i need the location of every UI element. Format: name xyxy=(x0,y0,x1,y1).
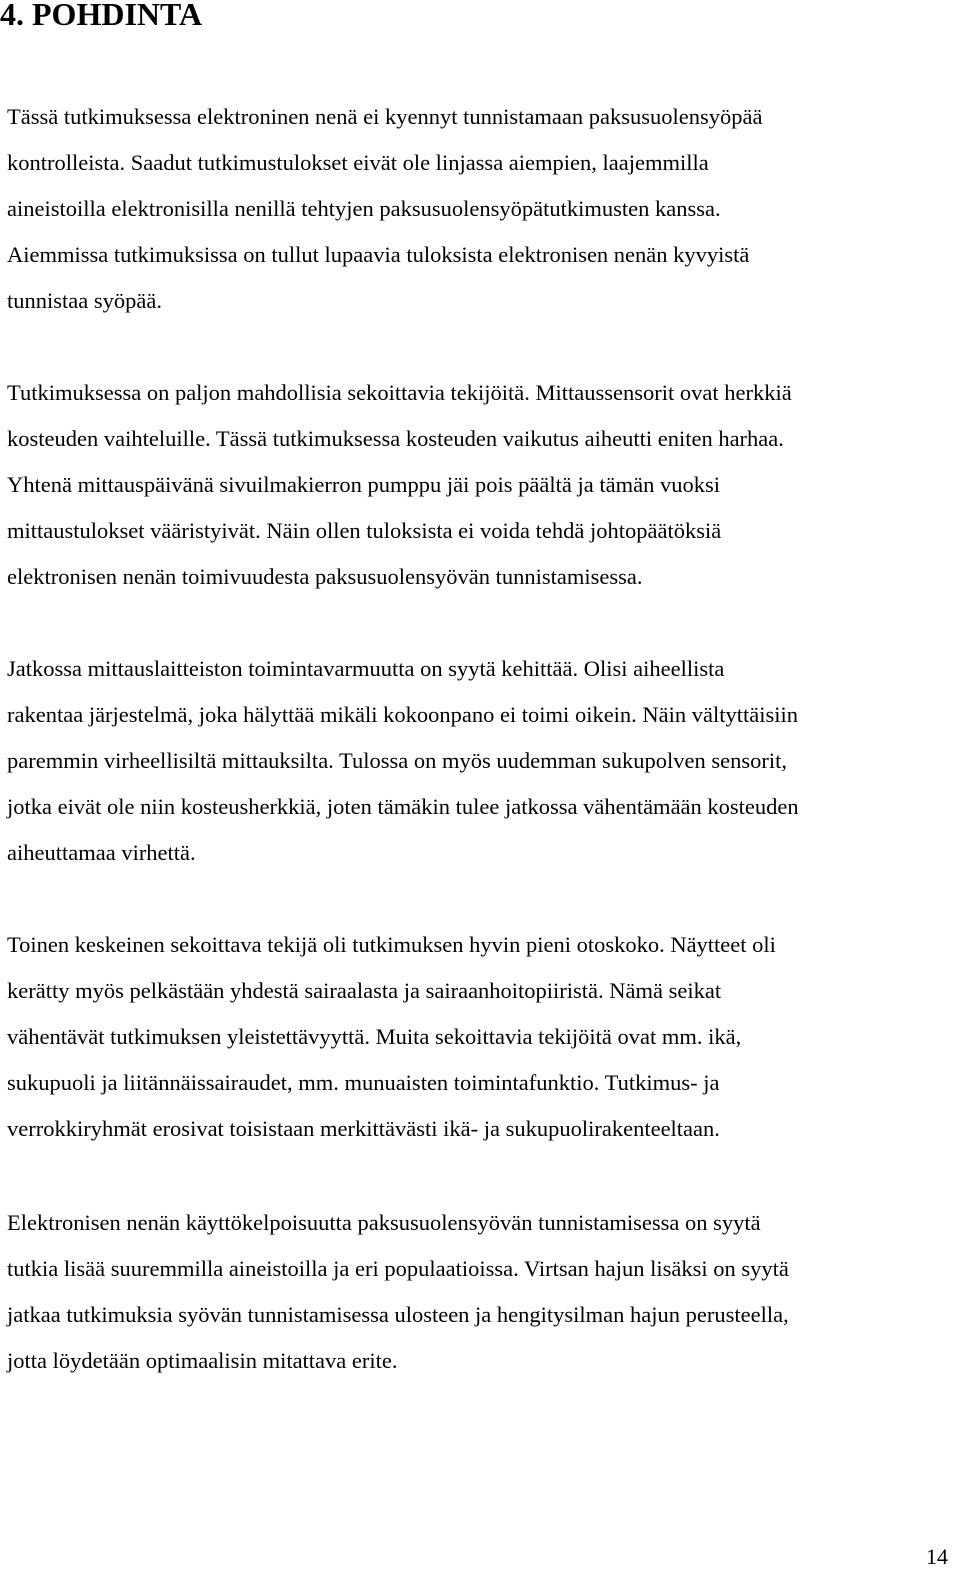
text-line: elektronisen nenän toimivuudesta paksusuolensyövän tunnistamisessa. xyxy=(7,564,643,589)
text-line: vähentävät tutkimuksen yleistettävyyttä. Muita sekoittavia tekijöitä ovat mm. ikä, xyxy=(7,1024,742,1049)
text-line: tunnistaa syöpää. xyxy=(7,288,162,313)
text-line: jatkaa tutkimuksia syövän tunnistamisessa ulosteen ja hengitysilman hajun perusteella, xyxy=(7,1302,789,1327)
text-line: Tutkimuksessa on paljon mahdollisia sekoittavia tekijöitä. Mittaussensorit ovat herkkiä xyxy=(7,380,792,405)
text-line: mittaustulokset vääristyivät. Näin ollen tuloksista ei voida tehdä johtopäätöksiä xyxy=(7,518,722,543)
text-line: kerätty myös pelkästään yhdestä sairaalasta ja sairaanhoitopiiristä. Nämä seikat xyxy=(7,978,722,1003)
text-line: Elektronisen nenän käyttökelpoisuutta paksusuolensyövän tunnistamisessa on syytä xyxy=(7,1210,761,1235)
text-line: jotka eivät ole niin kosteusherkkiä, joten tämäkin tulee jatkossa vähentämään kosteuden xyxy=(7,794,799,819)
text-line: sukupuoli ja liitännäissairaudet, mm. munuaisten toimintafunktio. Tutkimus- ja xyxy=(7,1070,720,1095)
text-line: kontrolleista. Saadut tutkimustulokset eivät ole linjassa aiempien, laajemmilla xyxy=(7,150,709,175)
text-line: Jatkossa mittauslaitteiston toimintavarmuutta on syytä kehittää. Olisi aiheellista xyxy=(7,656,725,681)
text-line: Toinen keskeinen sekoittava tekijä oli tutkimuksen hyvin pieni otoskoko. Näytteet oli xyxy=(7,932,776,957)
page-number: 14 xyxy=(926,1544,948,1569)
text-line: paremmin virheellisiltä mittauksilta. Tulossa on myös uudemman sukupolven sensorit, xyxy=(7,748,787,773)
section-heading: 4. POHDINTA xyxy=(0,0,203,32)
text-line: Aiemmissa tutkimuksissa on tullut lupaavia tuloksista elektronisen nenän kyvyistä xyxy=(7,242,750,267)
text-line: tutkia lisää suuremmilla aineistoilla ja eri populaatioissa. Virtsan hajun lisäksi on syytä xyxy=(7,1256,789,1281)
text-line: rakentaa järjestelmä, joka hälyttää mikäli kokoonpano ei toimi oikein. Näin vältyttäisiin xyxy=(7,702,799,727)
text-line: kosteuden vaihteluille. Tässä tutkimuksessa kosteuden vaikutus aiheutti eniten harhaa. xyxy=(7,426,784,451)
text-line: Tässä tutkimuksessa elektroninen nenä ei kyennyt tunnistamaan paksusuolensyöpää xyxy=(7,104,763,129)
text-line: jotta löydetään optimaalisin mitattava erite. xyxy=(7,1348,398,1373)
text-line: aiheuttamaa virhettä. xyxy=(7,840,196,865)
text-line: verrokkiryhmät erosivat toisistaan merkittävästi ikä- ja sukupuolirakenteeltaan. xyxy=(7,1116,720,1141)
text-line: aineistoilla elektronisilla nenillä tehtyjen paksusuolensyöpätutkimusten kanssa. xyxy=(7,196,721,221)
text-line: Yhtenä mittauspäivänä sivuilmakierron pumppu jäi pois päältä ja tämän vuoksi xyxy=(7,472,720,497)
